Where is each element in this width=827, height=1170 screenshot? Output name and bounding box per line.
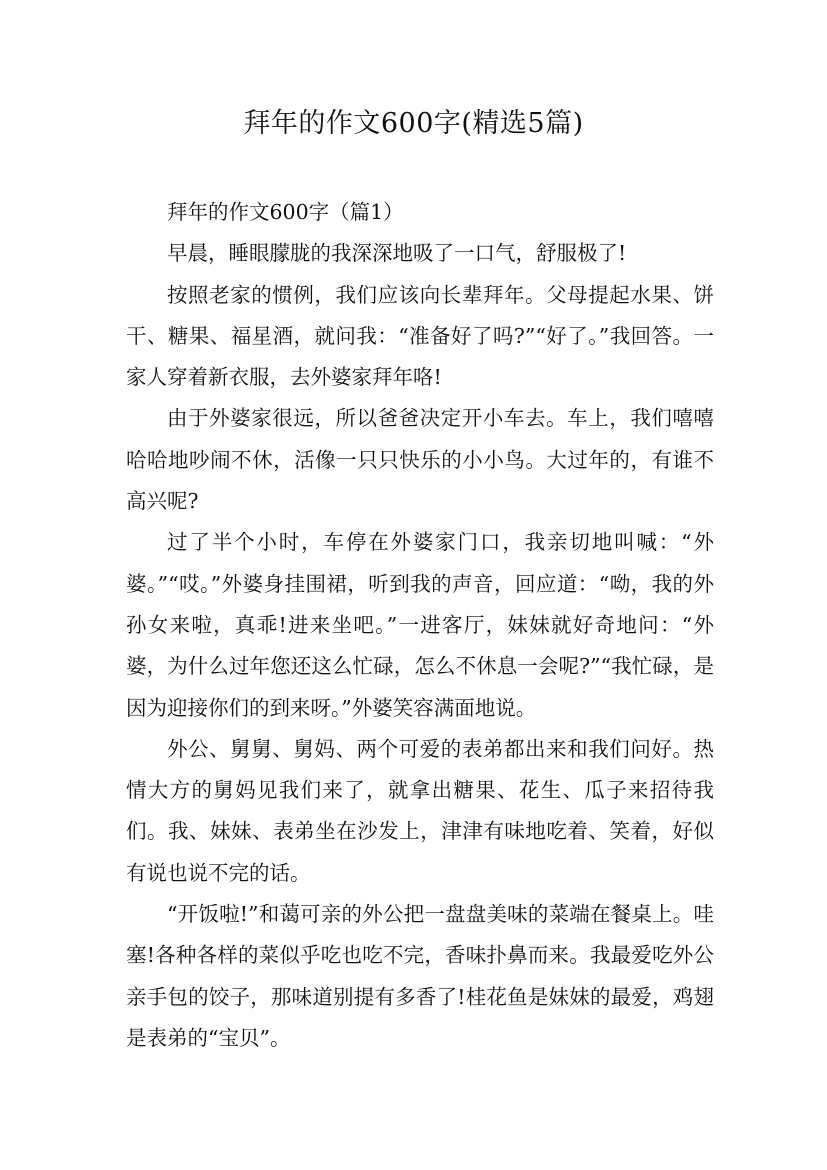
document-title: 拜年的作文600字(精选5篇) <box>243 108 584 139</box>
paragraph: 早晨，睡眼朦胧的我深深地吸了一口气，舒服极了! <box>167 241 627 266</box>
paragraph: 过了半个小时，车停在外婆家门口，我亲切地叫喊：“外婆。”“哎。”外婆身挂围裙，听到我的声音，回应道：“呦，我的外孙女来啦，真乖!进来坐吧。”一进客厅，妹妹就好奇地问：“外婆，为什么过年您还这么忙碌，怎么不休息一会呢?”“我忙碌，是因为迎接你们的到来呀。”外婆笑容满面地说。 <box>126 530 714 720</box>
document-body <box>126 192 714 1059</box>
paragraph: “开饭啦!”和蔼可亲的外公把一盘盘美味的菜端在餐桌上。哇塞!各种各样的菜似乎吃也吃不完，香味扑鼻而来。我最爱吃外公亲手包的饺子，那味道别提有多香了!桂花鱼是妹妹的最爱，鸡翅是表弟的“宝贝”。 <box>126 902 714 1050</box>
paragraph: 外公、舅舅、舅妈、两个可爱的表弟都出来和我们问好。热情大方的舅妈见我们来了，就拿出糖果、花生、瓜子来招待我们。我、妹妹、表弟坐在沙发上，津津有味地吃着、笑着，好似有说也说不完的话。 <box>126 736 714 885</box>
section-heading: 拜年的作文600字（篇1） <box>167 200 404 224</box>
paragraph: 按照老家的惯例，我们应该向长辈拜年。父母提起水果、饼干、糖果、福星酒，就问我：“准备好了吗?”“好了。”我回答。一家人穿着新衣服，去外婆家拜年咯! <box>126 282 714 390</box>
paragraph: 由于外婆家很远，所以爸爸决定开小车去。车上，我们嘻嘻哈哈地吵闹不休，活像一只只快乐的小小鸟。大过年的，有谁不高兴呢? <box>126 406 714 514</box>
